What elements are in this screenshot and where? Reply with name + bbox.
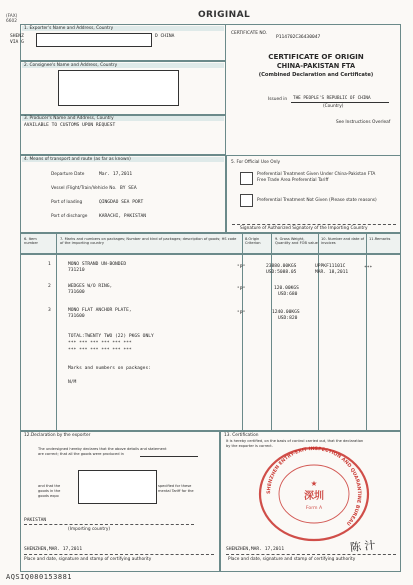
row1-remark: ***: [364, 266, 373, 271]
vessel-value: BY SEA: [120, 186, 137, 191]
certificate-subheading: (Combined Declaration and Certificate): [258, 72, 374, 78]
header-remarks: 11.Remarks: [369, 237, 391, 241]
fax-label: (FAX): [6, 14, 18, 19]
total-line: TOTAL:TWENTY TWO (22) PKGS ONLY: [68, 334, 154, 339]
header-item: 6. Item number: [24, 237, 39, 246]
official-use-label: 5. For Official Use Only: [231, 160, 281, 165]
document-title: ORIGINAL: [198, 10, 251, 20]
declaration-place-date: SHENZHEN,MAR. 17,2011: [24, 547, 83, 552]
issued-in-label: Issued in: [268, 97, 288, 102]
stamp-center-text: 深圳: [304, 491, 324, 502]
transport-label: 4. Means of transport and route (as far as known): [24, 157, 131, 162]
declaration-sign-label: Place and date, signature and stamp of certifying authority: [24, 557, 152, 562]
exporter-line2: VIA G: [10, 40, 24, 45]
row1-fob: USD:5088.05: [266, 270, 297, 275]
departure-label: Departure Date: [51, 172, 85, 177]
row2-number: 2: [48, 284, 51, 289]
transport-box: [20, 155, 226, 233]
row2-weight: 120.00KGS: [274, 286, 299, 291]
stars-line1: *** *** *** *** *** ***: [68, 341, 132, 346]
declaration-text3: and that the: [38, 484, 61, 488]
row1-description: MONO STRAND UN-BONDED: [68, 262, 127, 267]
stamp-form-text: Form A: [305, 506, 323, 511]
certification-label: 13. Certification: [224, 433, 259, 438]
row3-origin: "P": [237, 311, 246, 316]
header-marks: 7. Marks and numbers on packages; Number and kind of packages; description of goods; HS code of the importing country: [60, 237, 237, 246]
producer-label: 3. Producer's Name and Address, Country: [24, 116, 114, 121]
header-weight: 9. Gross Weight, Quantity and FOB value: [275, 237, 318, 246]
preferential-not-given-checkbox[interactable]: [240, 194, 253, 207]
row1-origin: "P": [237, 265, 246, 270]
row3-fob: USD:820: [278, 316, 298, 321]
declaration-label: 12.Declaration by the exporter: [24, 433, 91, 438]
inspection-bureau-stamp: [256, 445, 372, 543]
certification-sign-label: Place and date, signature and stamp of certifying authority: [228, 557, 356, 562]
row2-fob: USD:680: [278, 292, 298, 297]
row1-invoice-date: MAR. 18,2011: [315, 270, 349, 275]
issued-in-value: THE PEOPLE'S REPUBLIC OF CHINA: [293, 96, 371, 101]
row3-weight: 1240.00KGS: [272, 310, 300, 315]
vessel-label: Vessel /Flight/Train/Vehicle No.: [51, 186, 117, 191]
row2-description: WEDGES W/O RING,: [68, 284, 113, 289]
preferential-given-line2: Free Trade Area Preferential Tariff: [257, 178, 329, 183]
header-origin: 8.Origin Criterion: [245, 237, 261, 246]
redaction-exporter: [36, 33, 152, 47]
instructions-note: See Instructions Overleaf: [336, 120, 391, 125]
declaration-text4: goods in the: [38, 489, 61, 493]
redaction-declaration: [78, 470, 157, 504]
discharge-value: KARACHI, PAKISTAN: [99, 214, 147, 219]
row2-hs: 731600: [68, 290, 85, 295]
marks-value: N/M: [68, 380, 77, 385]
stars-line2: *** *** *** *** *** ***: [68, 348, 132, 353]
svg-text:★: ★: [310, 479, 318, 488]
certificate-no-label: CERTIFICATE NO.: [231, 31, 268, 36]
certifier-signature: 陈 汁: [349, 538, 377, 555]
importing-country-value: PAKISTAN: [24, 518, 47, 523]
certification-place-date: SHENZHEN,MAR. 17,2011: [226, 547, 285, 552]
departure-value: Mar. 17,2011: [99, 172, 133, 177]
row1-weight: 23880.00KGS: [266, 264, 297, 269]
importing-country-label: (Importing country): [68, 527, 111, 532]
stamp-outer-text: SHENZHEN ENTRY-EXIT INSPECTION AND QUARANTINE BUREAU: [266, 446, 362, 526]
row2-origin: "P": [237, 287, 246, 292]
loading-value: QINGDAO SEA PORT: [99, 200, 144, 205]
producer-value: AVAILABLE TO CUSTOMS UPON REQUEST: [24, 123, 116, 128]
certification-text2: by the exporter is correct.: [226, 444, 273, 448]
row1-hs: 731210: [68, 268, 85, 273]
discharge-label: Port of discharge: [51, 214, 88, 219]
row3-description: MONO FLAT ANCHOR PLATE,: [68, 308, 132, 313]
loading-label: Port of loading: [51, 200, 83, 205]
consignee-label: 2. Consignee's Name and Address, Country: [24, 63, 118, 68]
declaration-text3b: specified for these: [158, 484, 192, 488]
header-invoice: 10. Number and date of invoices: [321, 237, 365, 246]
importing-signature-label: Signature of Authorized Signatory of the Importing Country: [240, 226, 368, 231]
preferential-given-line1: Preferential Treatment Given Under China-Pakistan FTA: [257, 172, 376, 177]
exporter-line1-tail: D CHINA: [155, 34, 175, 39]
declaration-text4b: mental Tariff for the: [158, 489, 194, 493]
declaration-text1: The undersigned hereby declares that the above details and statement: [38, 447, 167, 451]
certification-text1: It is hereby certified, on the basis of control carried out, that the declaration: [226, 439, 364, 443]
preferential-not-given-label: Preferential Treatment Not Given (Please state reasons): [257, 198, 377, 203]
fax-number: 6602: [6, 19, 17, 24]
row1-invoice: UPPKF11101C: [315, 264, 346, 269]
row1-number: 1: [48, 262, 51, 267]
row3-number: 3: [48, 308, 51, 313]
preferential-given-checkbox[interactable]: [240, 172, 253, 185]
exporter-line1: SHENZ: [10, 34, 24, 39]
declaration-text2: are correct; that all the goods were produced in: [38, 452, 124, 456]
declaration-text5: goods expo: [38, 494, 59, 498]
marks-label: Marks and numbers on packages:: [68, 366, 151, 371]
certificate-heading2: CHINA-PAKISTAN FTA: [276, 62, 356, 70]
certificate-heading1: CERTIFICATE OF ORIGIN: [268, 52, 364, 61]
exporter-label: 1. Exporter's Name and Address, Country: [24, 26, 114, 31]
serial-number: AQSIQ080153881: [6, 573, 73, 581]
redaction-consignee: [58, 70, 179, 106]
country-label: (Country): [323, 104, 344, 109]
certificate-no-value: P114702C36430047: [276, 35, 321, 40]
row3-hs: 731600: [68, 314, 85, 319]
